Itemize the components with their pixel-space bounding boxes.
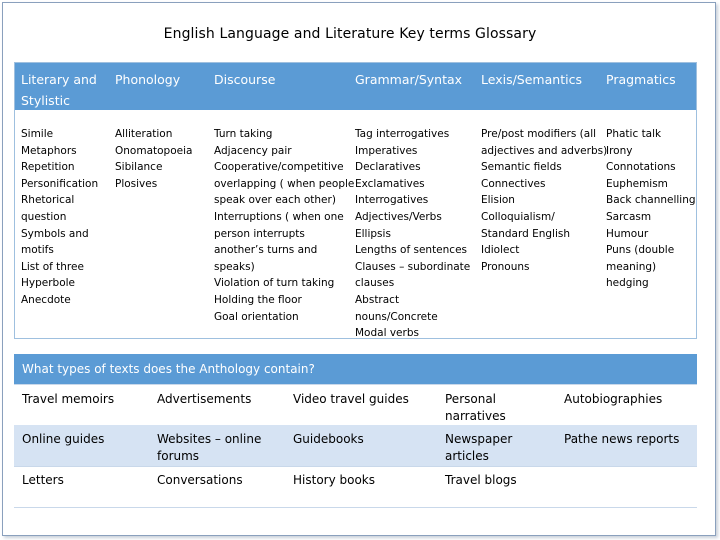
anthology-row (14, 425, 697, 467)
header-line: Phonology (115, 72, 181, 87)
glossary-term: Connotations (606, 161, 676, 174)
glossary-term: Colloquialism/ (481, 210, 555, 223)
glossary-term: Phatic talk (606, 128, 662, 140)
anthology-cell (22, 431, 104, 448)
anthology-text-type: Letters (22, 473, 64, 487)
glossary-term: Exclamatives (355, 177, 425, 190)
glossary-term: Holding the floor (214, 293, 302, 306)
anthology-text-type: Travel blogs (445, 473, 517, 487)
anthology-cell (22, 472, 64, 489)
glossary-term: List of three (21, 260, 84, 273)
glossary-term: Symbols and (21, 227, 89, 240)
anthology-text-type: Conversations (157, 473, 243, 487)
column-discourse (214, 126, 354, 325)
glossary-term: Turn taking (214, 128, 273, 140)
anthology-cell (293, 391, 409, 408)
glossary-term: motifs (21, 244, 54, 257)
anthology-cell (293, 431, 364, 448)
glossary-term: question (21, 210, 67, 223)
glossary-term: speaks) (214, 260, 255, 273)
glossary-term: Hyperbole (21, 277, 76, 290)
header-lexis-semantics (481, 69, 582, 90)
anthology-cell (445, 472, 517, 489)
glossary-term: Adjectives/Verbs (355, 210, 442, 223)
anthology-text-type: Travel memoirs (22, 392, 115, 406)
glossary-term: another’s turns and (214, 244, 318, 257)
glossary-term: Rhetorical (21, 194, 75, 207)
anthology-cell (157, 431, 261, 465)
header-pragmatics (606, 69, 676, 90)
glossary-term: clauses (355, 277, 395, 290)
glossary-term: Metaphors (21, 144, 77, 157)
anthology-cell (564, 391, 662, 408)
glossary-term: hedging (606, 277, 649, 290)
glossary-term: Simile (21, 128, 54, 140)
anthology-text-type: History books (293, 473, 376, 487)
anthology-text-type: forums (157, 449, 200, 463)
anthology-question-header: What types of texts does the Anthology contain? (14, 354, 697, 384)
header-phonology (115, 69, 180, 90)
anthology-text-type: Guidebooks (293, 432, 364, 446)
anthology-cell (157, 391, 251, 408)
header-line: Literary and (21, 72, 97, 87)
header-line: Discourse (214, 72, 276, 87)
anthology-text-type: narratives (445, 409, 506, 423)
glossary-term: Back channelling (606, 194, 696, 207)
column-grammar-syntax (355, 126, 470, 342)
anthology-text-type: Advertisements (157, 392, 252, 406)
anthology-row (14, 384, 697, 426)
glossary-term: Standard English (481, 227, 571, 240)
glossary-term: Goal orientation (214, 310, 299, 323)
anthology-cell (445, 431, 512, 465)
header-line: Grammar/Syntax (355, 72, 463, 87)
glossary-term: Clauses – subordinate (355, 260, 471, 273)
glossary-term: Modal verbs (355, 327, 419, 340)
glossary-term: overlapping ( when people (214, 177, 355, 190)
column-pragmatics (606, 126, 696, 292)
glossary-header-row (15, 63, 696, 110)
glossary-term: Lengths of sentences (355, 244, 468, 257)
anthology-row (14, 466, 697, 508)
glossary-term: Repetition (21, 161, 75, 174)
header-grammar-syntax (355, 69, 462, 90)
glossary-term: Tag interrogatives (355, 128, 450, 140)
glossary-term: Alliteration (115, 128, 173, 140)
anthology-cell (22, 391, 114, 408)
anthology-cell (445, 391, 506, 425)
column-literary-stylistic (21, 126, 98, 309)
glossary-term: Ellipsis (355, 227, 391, 240)
glossary-term: Semantic fields (481, 161, 562, 174)
glossary-term: Imperatives (355, 144, 418, 157)
header-discourse (214, 69, 275, 90)
anthology-text-type: Websites – online (157, 432, 262, 446)
anthology-text-type: Personal (445, 392, 497, 406)
glossary-term: Onomatopoeia (115, 144, 193, 157)
glossary-term: adjectives and adverbs) (481, 144, 608, 157)
glossary-table (14, 62, 697, 339)
anthology-text-type: articles (445, 449, 489, 463)
glossary-term: Declaratives (355, 161, 421, 174)
header-literary-stylistic (21, 69, 97, 111)
glossary-term: Euphemism (606, 177, 668, 190)
glossary-term: Puns (double (606, 244, 675, 257)
glossary-term: Sibilance (115, 161, 163, 174)
anthology-text-type: Pathe news reports (564, 432, 680, 446)
header-line: Pragmatics (606, 72, 676, 87)
anthology-text-type: Autobiographies (564, 392, 663, 406)
anthology-cell (157, 472, 243, 489)
page-title: English Language and Literature Key terms Glossary (163, 26, 537, 42)
glossary-term: Adjacency pair (214, 144, 292, 157)
column-phonology (115, 126, 192, 192)
glossary-term: Plosives (115, 177, 158, 190)
glossary-term: Humour (606, 227, 649, 240)
glossary-term: person interrupts (214, 227, 305, 240)
glossary-term: Elision (481, 194, 515, 207)
glossary-term: meaning) (606, 260, 657, 273)
header-line: Stylistic (21, 93, 70, 108)
glossary-term: Violation of turn taking (214, 277, 335, 290)
glossary-term: Pre/post modifiers (all (481, 128, 597, 140)
glossary-term: Interruptions ( when one (214, 210, 344, 223)
glossary-term: Interrogatives (355, 194, 429, 207)
glossary-term: Idiolect (481, 244, 520, 257)
glossary-term: Abstract (355, 293, 400, 306)
glossary-term: Irony (606, 144, 633, 157)
glossary-term: Cooperative/competitive (214, 161, 344, 174)
anthology-cell (564, 431, 679, 448)
glossary-term: Connectives (481, 177, 546, 190)
glossary-term: Pronouns (481, 260, 530, 273)
anthology-cell (293, 472, 375, 489)
column-lexis-semantics (481, 126, 607, 275)
anthology-text-type: Newspaper (445, 432, 513, 446)
glossary-term: Anecdote (21, 293, 71, 306)
glossary-term: Personification (21, 177, 99, 190)
glossary-term: nouns/Concrete (355, 310, 438, 323)
anthology-table (14, 384, 697, 507)
glossary-term: Sarcasm (606, 210, 652, 223)
anthology-text-type: Video travel guides (293, 392, 409, 406)
glossary-term: speak over each other) (214, 194, 336, 207)
header-line: Lexis/Semantics (481, 72, 582, 87)
anthology-text-type: Online guides (22, 432, 105, 446)
